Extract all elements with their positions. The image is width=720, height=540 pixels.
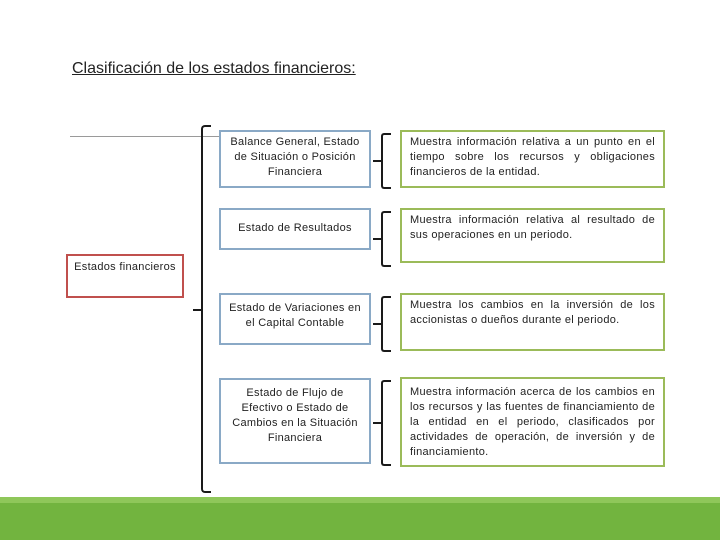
statement-box-1: [219, 130, 371, 188]
main-bracket: [201, 125, 211, 493]
description-box-2: [400, 208, 665, 263]
row-bracket-tick-1: [373, 160, 381, 162]
statement-box-2: [219, 208, 371, 250]
row-bracket-2: [381, 211, 391, 267]
row-bracket-3: [381, 296, 391, 352]
description-box-3: [400, 293, 665, 351]
divider-line: [70, 136, 220, 137]
description-box-1: [400, 130, 665, 188]
description-label: Muestra información relativa a un punto en el tiempo sobre los recursos y obligaciones financieros de la entidad.: [410, 136, 655, 178]
footer-highlight: [0, 497, 720, 503]
row-bracket-4: [381, 380, 391, 466]
description-label: Muestra información acerca de los cambios en los recursos y las fuentes de financiamiento de la entidad en el periodo, clasificados por actividades de operación, de inversión y de financiamiento.: [410, 386, 655, 458]
statement-box-3: [219, 293, 371, 345]
main-bracket-tick: [193, 309, 201, 311]
statement-label: Estado de Flujo de Efectivo o Estado de Cambios en la Situación Financiera: [232, 387, 358, 444]
statement-label: Balance General, Estado de Situación o Posición Financiera: [230, 136, 360, 178]
row-bracket-tick-4: [373, 422, 381, 424]
description-label: Muestra los cambios en la inversión de los accionistas o dueños durante el periodo.: [410, 299, 655, 326]
page-title: Clasificación de los estados financieros:: [72, 60, 356, 77]
description-box-4: [400, 377, 665, 467]
statement-label: Estado de Variaciones en el Capital Contable: [229, 302, 361, 329]
footer-bar: [0, 497, 720, 540]
description-label: Muestra información relativa al resultado de sus operaciones en un periodo.: [410, 214, 655, 241]
row-bracket-1: [381, 133, 391, 189]
row-bracket-tick-2: [373, 238, 381, 240]
row-bracket-tick-3: [373, 323, 381, 325]
statement-box-4: [219, 378, 371, 464]
root-label: Estados financieros: [74, 261, 176, 273]
root-box: [66, 254, 184, 298]
statement-label: Estado de Resultados: [238, 222, 352, 234]
